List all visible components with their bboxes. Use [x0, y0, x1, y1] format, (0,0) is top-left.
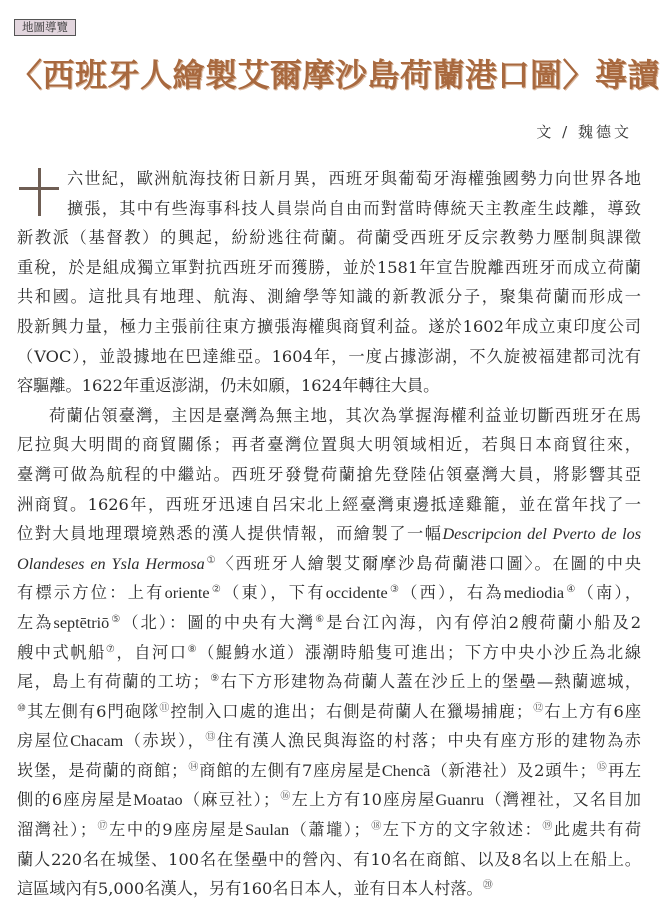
text-line: [17, 519, 641, 549]
footnote-marker: ⑧: [187, 643, 199, 655]
text-line: [17, 578, 641, 608]
latin-term: Chencã: [381, 761, 431, 780]
text-segment: 商館的左側有7座房屋是: [199, 760, 382, 780]
latin-term: Saulan: [245, 821, 290, 840]
text-line: [17, 490, 641, 520]
text-segment: 住有漢人漁民與海盜的村落；中央有座方形的建物為赤: [216, 731, 641, 751]
footnote-marker: ⑯: [279, 791, 292, 803]
text-segment: 尾，島上有荷蘭的工坊；: [17, 672, 209, 692]
text-line: [17, 667, 641, 697]
text-segment: 重稅，於是組成獨立軍對抗西班牙而獲勝，並於1581年宣告脫離西班牙而成立荷蘭: [17, 257, 641, 277]
text-segment: 此處共有荷: [553, 820, 642, 840]
text-segment: 控制入口處的進出；右側是荷蘭人在獵場捕鹿；: [170, 701, 533, 721]
text-segment: 右上方有6座: [544, 701, 642, 721]
latin-term: septētriō: [53, 613, 110, 632]
text-segment: 〈西班牙人繪製艾爾摩沙島荷蘭港口圖〉。在圖的中央: [217, 553, 641, 573]
text-line: [17, 460, 641, 490]
text-line: [17, 282, 641, 312]
italic-title-text: Olandeses en Ysla Hermosa: [17, 554, 205, 573]
text-segment: 左上方有10座房屋: [291, 790, 436, 810]
text-segment: 蘭人220名在城堡、100名在堡壘中的營內、有10名在商館、以及8名以上在船上。: [17, 849, 641, 869]
text-segment: （西），右為: [401, 583, 504, 603]
text-segment: （蕭壠）；: [289, 820, 370, 840]
text-segment: （東），下有: [223, 583, 326, 603]
footnote-marker: ⑨: [208, 673, 221, 685]
text-segment: （北）：圖的中央有大灣: [122, 612, 316, 632]
footnote-marker: ⑫: [532, 702, 545, 714]
footnote-marker: ⑮: [595, 761, 608, 773]
dropcap-vertical-stroke: [38, 168, 41, 216]
text-line: [17, 164, 641, 194]
text-segment: （赤崁），: [123, 731, 206, 751]
latin-term: Guanru: [435, 791, 485, 810]
text-segment: 左中的9座房屋是: [109, 820, 246, 840]
footnote-marker: ④: [564, 584, 578, 596]
text-segment: 容驅離。1622年重返澎湖，仍未如願，1624年轉往大員。: [17, 376, 440, 396]
article-lines: [17, 164, 641, 904]
text-segment: 側的6座房屋是: [17, 790, 134, 810]
text-segment: 臺灣可做為航程的中繼站。西班牙發覺荷蘭搶先登陸佔領臺灣大員，將影響其亞: [17, 464, 641, 484]
text-segment: 溜灣社）；: [17, 820, 97, 840]
footnote-marker: ⑪: [159, 702, 171, 714]
text-line: [17, 223, 641, 253]
latin-term: Chacam: [70, 732, 124, 751]
text-line: [17, 371, 641, 401]
text-segment: （新港社）及2頭牛；: [430, 760, 596, 780]
footnote-marker: ①: [204, 554, 218, 566]
text-segment: （VOC），並設據地在巴達維亞。1604年，一度占據澎湖，不久旋被福建都司沈有: [17, 346, 641, 366]
text-segment: 左為: [17, 612, 54, 632]
footnote-marker: ⑤: [109, 613, 123, 625]
text-segment: 六世紀，歐洲航海技術日新月異，西班牙與葡萄牙海權強國勢力向世界各地: [67, 169, 641, 188]
text-line: [17, 253, 641, 283]
text-segment: 艘中式帆船: [17, 642, 106, 662]
text-line: [17, 549, 641, 579]
text-segment: 荷蘭佔領臺灣，主因是臺灣為無主地，其次為掌握海權利益並切斷西班牙在馬: [49, 405, 641, 425]
footnote-marker: ②: [209, 584, 224, 596]
text-line: [17, 638, 641, 668]
category-tag-label: 地圖導覽: [22, 20, 68, 34]
text-line: [17, 726, 641, 756]
text-segment: （鯤鯓水道）漲潮時船隻可進出；下方中央小沙丘為北線: [198, 642, 642, 662]
text-line: [17, 697, 641, 727]
text-line: [17, 756, 641, 786]
text-line: [17, 430, 641, 460]
text-segment: 尼拉與大明間的商貿關係；再者臺灣位置與大明領域相近，若與日本商貿往來，: [17, 435, 641, 455]
dropcap-horizontal-stroke: [19, 187, 59, 190]
latin-term: occidente: [325, 584, 388, 603]
text-line: [17, 815, 641, 845]
latin-term: Moatao: [133, 791, 183, 810]
text-segment: （南），: [577, 583, 642, 603]
text-line: [17, 401, 641, 431]
footnote-marker: ⑥: [315, 613, 327, 625]
footnote-marker: ⑱: [369, 821, 383, 833]
text-segment: （麻豆社）；: [182, 790, 280, 810]
text-segment: 有標示方位：上有: [17, 583, 165, 603]
text-segment: （灣裡社，又名目加: [484, 790, 641, 810]
text-segment: 房屋位: [17, 731, 71, 751]
text-segment: 新教派（基督教）的興起，紛紛逃往荷蘭。荷蘭受西班牙反宗教勢力壓制與課徵: [17, 228, 641, 248]
text-line: [17, 785, 641, 815]
text-segment: 位對大員地理環境熟悉的漢人提供情報，而繪製了一幅: [17, 524, 443, 544]
text-line: [17, 874, 641, 904]
text-segment: ，自河口: [116, 642, 188, 662]
category-tag: [14, 19, 76, 36]
footnote-marker: ⑲: [542, 821, 554, 833]
text-segment: 右下方形建物為荷蘭人蓋在沙丘上的堡壘—熱蘭遮城，: [220, 672, 642, 692]
article-title: 〈西班牙人繪製艾爾摩沙島荷蘭港口圖〉導讀: [10, 56, 661, 94]
footnote-marker: ⑩: [17, 702, 28, 714]
text-segment: 再左: [607, 760, 642, 780]
text-segment: 股新興力量，極力主張前往東方擴張海權與商貿利益。遂於1602年成立東印度公司: [17, 316, 641, 336]
text-segment: 是台江內海，內有停泊2艘荷蘭小船及2: [326, 612, 641, 632]
text-segment: 其左側有6門砲隊: [27, 701, 160, 721]
footnote-marker: ③: [387, 584, 402, 596]
article-body: [17, 164, 641, 904]
text-line: [17, 312, 641, 342]
footnote-marker: ⑦: [105, 643, 117, 655]
text-segment: 共和國。這批具有地理、航海、測繪學等知識的新教派分子，聚集荷蘭而形成一: [17, 287, 641, 307]
latin-term: oriente: [164, 584, 210, 603]
text-segment: 擴張，其中有些海事科技人員崇尚自由而對當時傳統天主教產生歧離，導致: [67, 198, 641, 218]
text-segment: 左下方的文字敘述：: [382, 820, 543, 840]
footnote-marker: ⑰: [96, 821, 110, 833]
text-line: [17, 845, 641, 875]
text-line: [17, 608, 641, 638]
dropcap-shi: [19, 168, 59, 218]
latin-term: mediodia: [503, 584, 565, 603]
text-line: [17, 194, 641, 224]
footnote-marker: ⑳: [482, 880, 493, 892]
text-segment: 這區域內有5,000名漢人，另有160名日本人，並有日本人村落。: [17, 879, 483, 899]
footnote-marker: ⑭: [187, 761, 200, 773]
text-segment: 洲商貿。1626年，西班牙迅速自呂宋北上經臺灣東邊抵達雞籠，並在當年找了一: [17, 494, 641, 514]
text-line: [17, 342, 641, 372]
italic-title-text: Descripcion del Pverto de los: [442, 525, 641, 544]
text-segment: 崁堡，是荷蘭的商館；: [17, 760, 188, 780]
footnote-marker: ⑬: [205, 732, 217, 744]
author-byline: 文 / 魏德文: [536, 123, 632, 141]
